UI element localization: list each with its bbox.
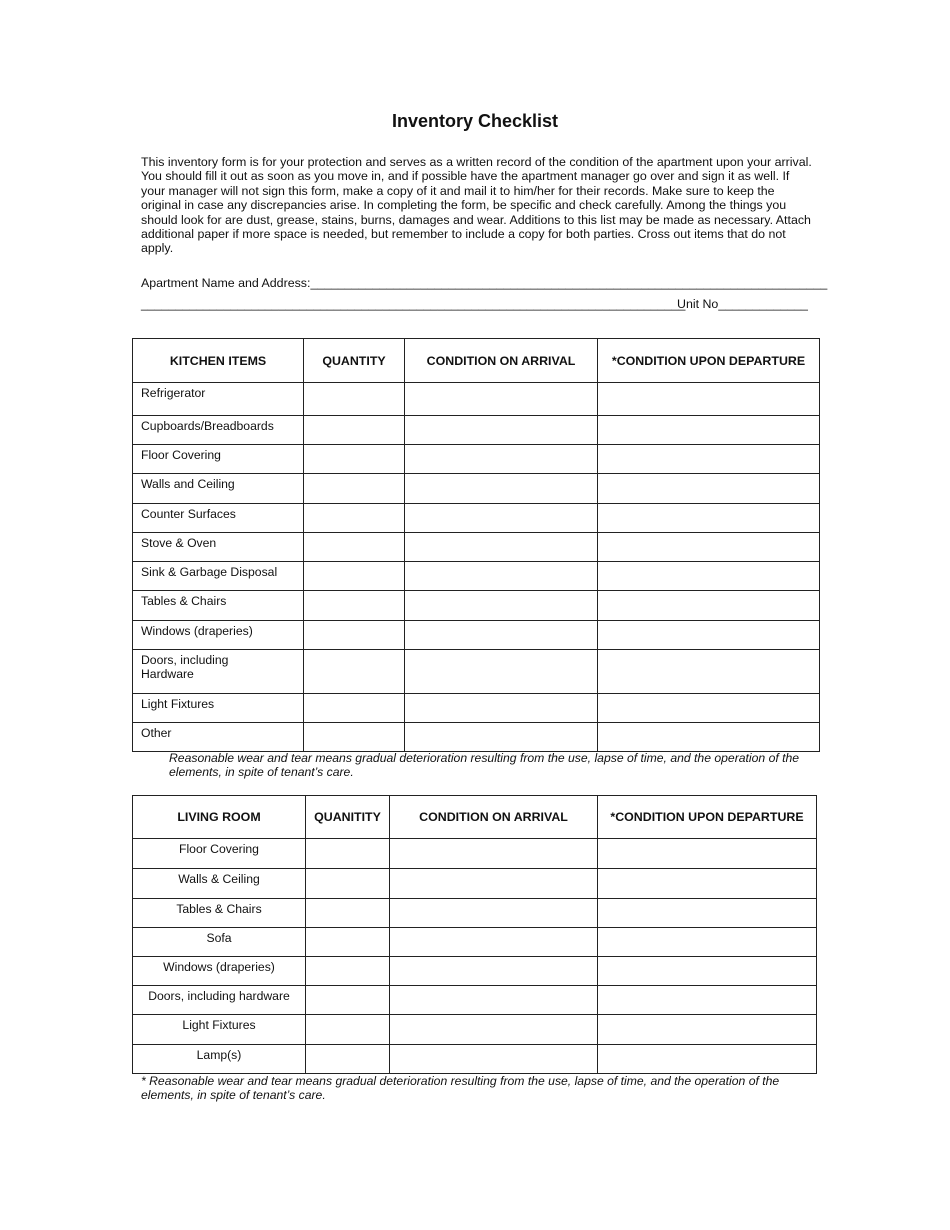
departure-cell[interactable] bbox=[598, 562, 820, 591]
item-name: Doors, including hardware bbox=[133, 986, 306, 1015]
condition-departure-header: *CONDITION UPON DEPARTURE bbox=[598, 339, 820, 383]
item-name: Other bbox=[133, 723, 304, 752]
item-name: Floor Covering bbox=[133, 445, 304, 474]
table-row bbox=[133, 694, 820, 723]
quantity-cell[interactable] bbox=[304, 504, 405, 533]
address-label: Apartment Name and Address: bbox=[141, 276, 311, 290]
arrival-cell[interactable] bbox=[390, 1015, 598, 1045]
arrival-cell[interactable] bbox=[390, 986, 598, 1015]
quantity-cell[interactable] bbox=[304, 650, 405, 694]
table-row bbox=[133, 383, 820, 416]
departure-cell[interactable] bbox=[598, 723, 820, 752]
arrival-cell[interactable] bbox=[405, 562, 598, 591]
unit-no bbox=[677, 297, 808, 311]
arrival-cell[interactable] bbox=[405, 694, 598, 723]
item-name: Walls & Ceiling bbox=[133, 869, 306, 899]
quantity-cell[interactable] bbox=[306, 1045, 390, 1074]
table-row bbox=[133, 650, 820, 694]
arrival-cell[interactable] bbox=[405, 416, 598, 445]
departure-cell[interactable] bbox=[598, 504, 820, 533]
kitchen-header-row bbox=[133, 339, 820, 383]
quantity-header: QUANITITY bbox=[306, 796, 390, 839]
table-row bbox=[133, 416, 820, 445]
kitchen-wear-note: Reasonable wear and tear means gradual deterioration resulting from the use, lapse of time, and the operation of the elements, in spite of tenant’s care. bbox=[169, 751, 800, 780]
departure-cell[interactable] bbox=[598, 986, 817, 1015]
item-name: Tables & Chairs bbox=[133, 899, 306, 928]
departure-cell[interactable] bbox=[598, 1045, 817, 1074]
table-row bbox=[133, 957, 817, 986]
arrival-cell[interactable] bbox=[405, 504, 598, 533]
arrival-cell[interactable] bbox=[390, 957, 598, 986]
quantity-cell[interactable] bbox=[304, 474, 405, 504]
departure-cell[interactable] bbox=[598, 445, 820, 474]
departure-cell[interactable] bbox=[598, 474, 820, 504]
living-room-table bbox=[132, 795, 817, 1074]
departure-cell[interactable] bbox=[598, 416, 820, 445]
arrival-cell[interactable] bbox=[405, 723, 598, 752]
page-title: Inventory Checklist bbox=[391, 111, 559, 131]
quantity-cell[interactable] bbox=[304, 383, 405, 416]
item-name: Doors, including Hardware bbox=[133, 650, 304, 694]
living-header-row bbox=[133, 796, 817, 839]
table-row bbox=[133, 591, 820, 621]
quantity-cell[interactable] bbox=[304, 533, 405, 562]
departure-cell[interactable] bbox=[598, 839, 817, 869]
table-row bbox=[133, 621, 820, 650]
item-name: Light Fixtures bbox=[133, 694, 304, 723]
table-row bbox=[133, 562, 820, 591]
arrival-cell[interactable] bbox=[390, 928, 598, 957]
arrival-cell[interactable] bbox=[405, 621, 598, 650]
living-room-header: LIVING ROOM bbox=[133, 796, 306, 839]
item-name: Windows (draperies) bbox=[133, 957, 306, 986]
quantity-cell[interactable] bbox=[306, 928, 390, 957]
arrival-cell[interactable] bbox=[405, 445, 598, 474]
item-name: Windows (draperies) bbox=[133, 621, 304, 650]
table-row bbox=[133, 869, 817, 899]
table-row bbox=[133, 474, 820, 504]
quantity-cell[interactable] bbox=[304, 445, 405, 474]
table-row bbox=[133, 928, 817, 957]
quantity-cell[interactable] bbox=[306, 839, 390, 869]
arrival-cell[interactable] bbox=[405, 474, 598, 504]
arrival-cell[interactable] bbox=[390, 839, 598, 869]
arrival-cell[interactable] bbox=[405, 533, 598, 562]
living-wear-note: * Reasonable wear and tear means gradual deterioration resulting from the use, lapse of time, and the operation of the elements, in spite of tenant’s care. bbox=[141, 1074, 780, 1103]
unit-no-label: Unit No bbox=[677, 297, 719, 311]
condition-arrival-header: CONDITION ON ARRIVAL bbox=[390, 796, 598, 839]
table-row bbox=[133, 986, 817, 1015]
kitchen-items-table bbox=[132, 338, 820, 752]
table-row bbox=[133, 839, 817, 869]
address-field-continued[interactable]: _______________________________________________________________________________ bbox=[141, 297, 686, 311]
item-name: Stove & Oven bbox=[133, 533, 304, 562]
quantity-cell[interactable] bbox=[306, 1015, 390, 1045]
departure-cell[interactable] bbox=[598, 533, 820, 562]
table-row bbox=[133, 445, 820, 474]
departure-cell[interactable] bbox=[598, 869, 817, 899]
arrival-cell[interactable] bbox=[405, 591, 598, 621]
table-row bbox=[133, 533, 820, 562]
departure-cell[interactable] bbox=[598, 899, 817, 928]
table-row bbox=[133, 899, 817, 928]
quantity-cell[interactable] bbox=[304, 416, 405, 445]
table-row bbox=[133, 1015, 817, 1045]
item-name: Light Fixtures bbox=[133, 1015, 306, 1045]
quantity-cell[interactable] bbox=[306, 899, 390, 928]
item-name: Tables & Chairs bbox=[133, 591, 304, 621]
departure-cell[interactable] bbox=[598, 957, 817, 986]
departure-cell[interactable] bbox=[598, 650, 820, 694]
item-name: Sink & Garbage Disposal bbox=[133, 562, 304, 591]
quantity-cell[interactable] bbox=[306, 957, 390, 986]
departure-cell[interactable] bbox=[598, 621, 820, 650]
arrival-cell[interactable] bbox=[405, 383, 598, 416]
departure-cell[interactable] bbox=[598, 1015, 817, 1045]
table-row bbox=[133, 1045, 817, 1074]
address-line-1 bbox=[141, 276, 827, 290]
item-name: Counter Surfaces bbox=[133, 504, 304, 533]
arrival-cell[interactable] bbox=[405, 650, 598, 694]
item-name: Cupboards/Breadboards bbox=[133, 416, 304, 445]
intro-paragraph: This inventory form is for your protection and serves as a written record of the condition of the apartment upon your arrival. You should fill it out as soon as you move in, and if possible have the apartment manager go over and sign it as well. If your manager will not sign this form, make a copy of it and mail it to him/her for their records. Make sure to keep the original in case any discrepancies arise. In completing the form, be specific and check carefully. Among the things you should look for are dust, grease, stains, burns, damages and wear. Additions to this list may be made as necessary. Attach additional paper if more space is needed, but remember to include a copy for both parties. Cross out items that do not apply. bbox=[141, 155, 812, 256]
arrival-cell[interactable] bbox=[390, 1045, 598, 1074]
departure-cell[interactable] bbox=[598, 383, 820, 416]
quantity-cell[interactable] bbox=[306, 869, 390, 899]
arrival-cell[interactable] bbox=[390, 869, 598, 899]
item-name: Lamp(s) bbox=[133, 1045, 306, 1074]
quantity-cell[interactable] bbox=[306, 986, 390, 1015]
table-row bbox=[133, 504, 820, 533]
item-name: Floor Covering bbox=[133, 839, 306, 869]
quantity-cell[interactable] bbox=[304, 621, 405, 650]
departure-cell[interactable] bbox=[598, 591, 820, 621]
departure-cell[interactable] bbox=[598, 694, 820, 723]
quantity-cell[interactable] bbox=[304, 591, 405, 621]
kitchen-items-header: KITCHEN ITEMS bbox=[133, 339, 304, 383]
quantity-header: QUANTITY bbox=[304, 339, 405, 383]
condition-departure-header: *CONDITION UPON DEPARTURE bbox=[598, 796, 817, 839]
item-name: Refrigerator bbox=[133, 383, 304, 416]
quantity-cell[interactable] bbox=[304, 723, 405, 752]
table-row bbox=[133, 723, 820, 752]
unit-no-field[interactable]: _____________ bbox=[718, 297, 808, 311]
condition-arrival-header: CONDITION ON ARRIVAL bbox=[405, 339, 598, 383]
quantity-cell[interactable] bbox=[304, 694, 405, 723]
departure-cell[interactable] bbox=[598, 928, 817, 957]
arrival-cell[interactable] bbox=[390, 899, 598, 928]
quantity-cell[interactable] bbox=[304, 562, 405, 591]
address-field[interactable]: ___________________________________________________________________________ bbox=[310, 276, 828, 290]
address-line-2 bbox=[141, 297, 685, 311]
item-name: Walls and Ceiling bbox=[133, 474, 304, 504]
item-name: Sofa bbox=[133, 928, 306, 957]
